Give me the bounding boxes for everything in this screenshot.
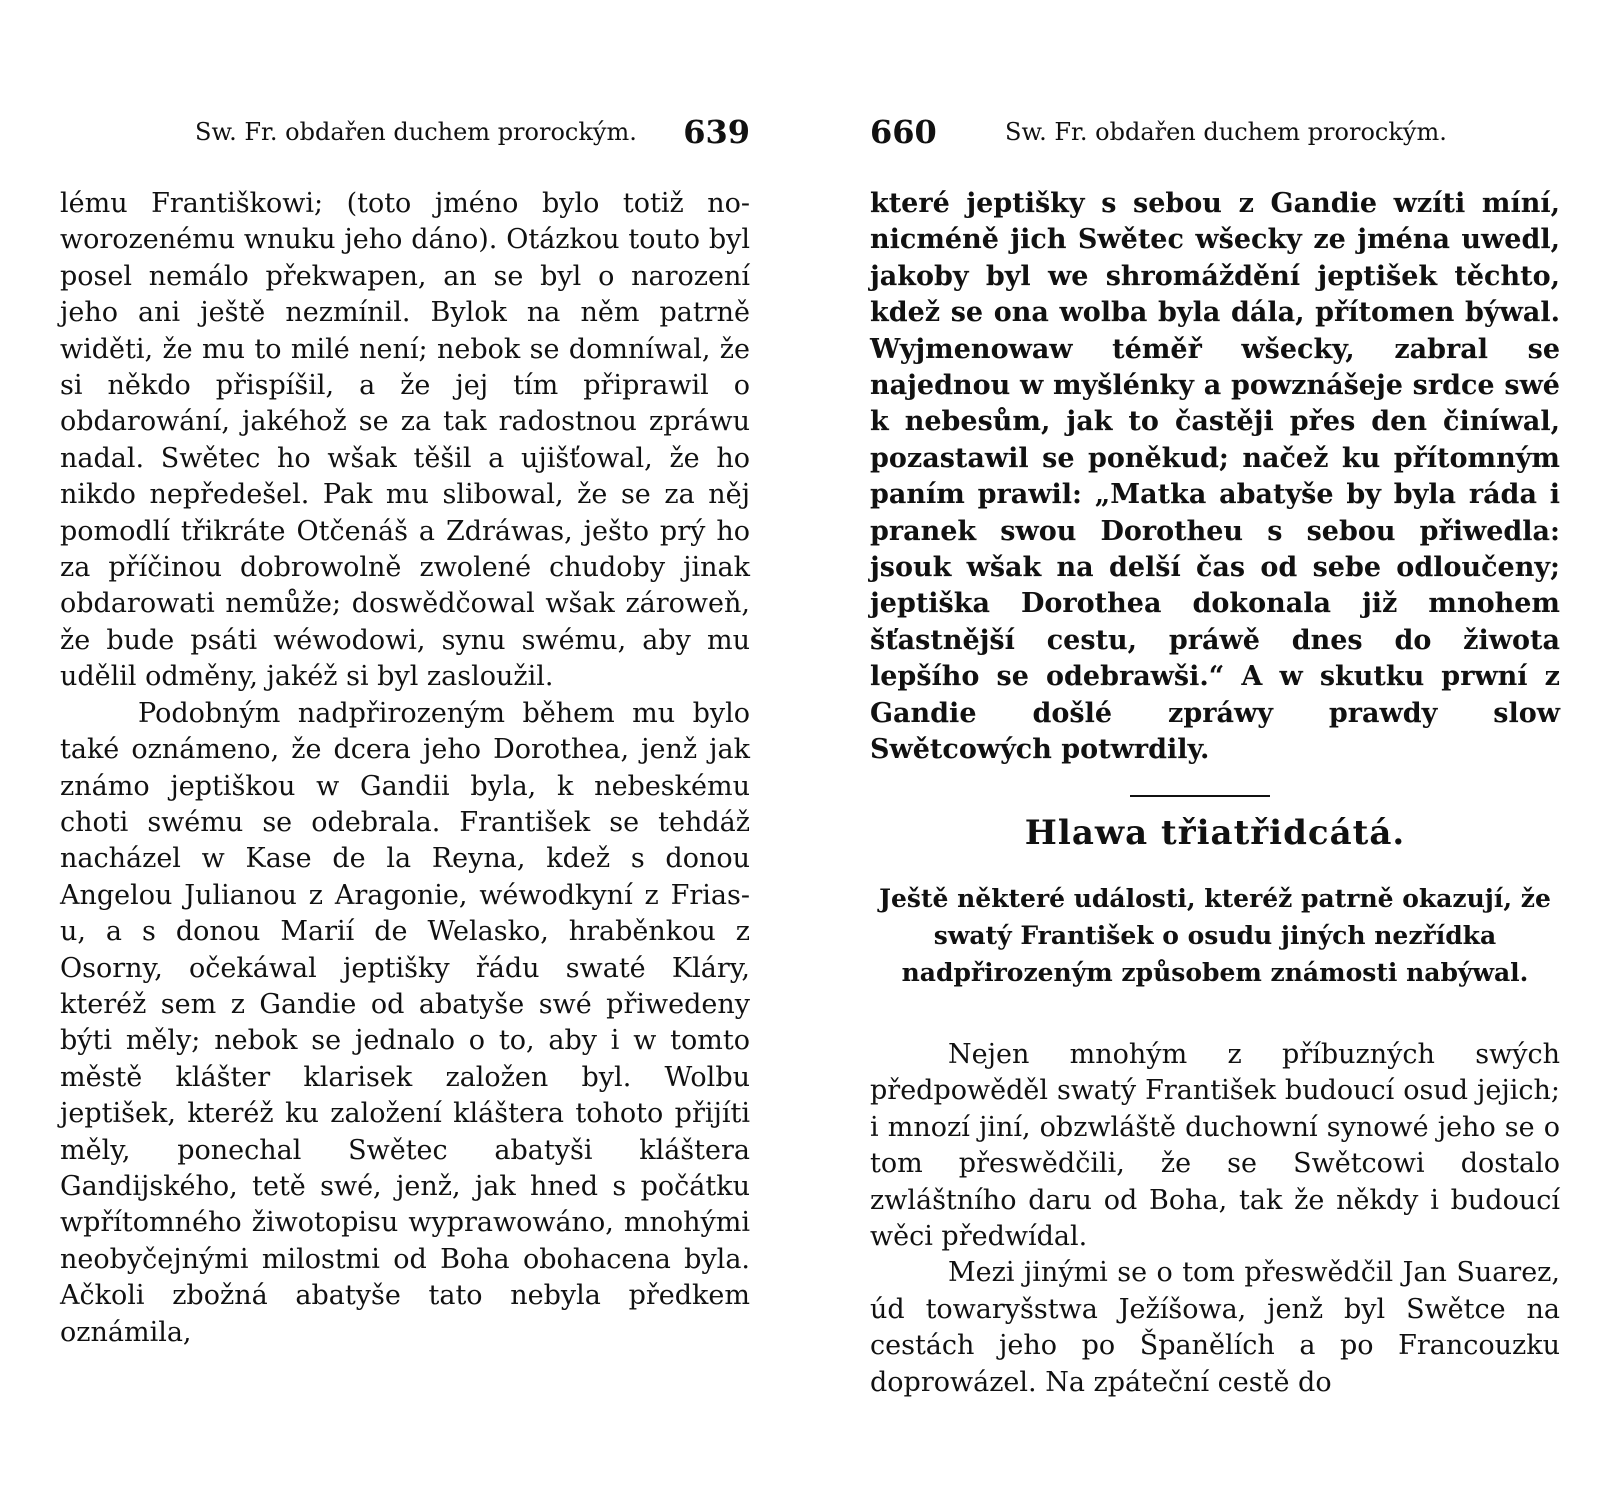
body-text (870, 1037, 1560, 1401)
paragraph: které jeptišky s sebou z Gandie wzíti míní, nicméně jich Swětec wšecky ze jména uwedl, jakoby byl we shromáždění jeptišek těchto, kdež se ona wolba byla dála, přítomen býwal. Wyjmenowaw téměř wšecky, zabral se najednou w myšlénky a powznášeje srdce swé k nebesům, jak to častěji přes den činíwal, pozastawil se poněkud; načež ku přítomným paním prawil: „Matka abatyše by byla ráda i pranek swou Dorotheu s sebou přiwedla: jsouk wšak na delší čas od sebe odloučeny; jeptiška Dorothea dokonala již mnohem šťastnější cestu, práwě dnes do žiwota lepšího se odebrawši.“ A w skutku prwní z Gandie došlé zpráwy prawdy slow Swětcowých potwrdily. (870, 188, 1560, 766)
paragraph: lému Františkowi; (toto jméno bylo totiž no-worozenému wnuku jeho dáno). Otázkou touto byl posel nemálo překwapen, an se byl o narození jeho ani ještě nezmínil. Bylok na něm patrně widěti, že mu to milé není; nebok se domníwal, že si někdo přispíšil, a že jej tím připrawil o obdarowání, jakéhož se za tak radostnou zpráwu nadal. Swětec ho wšak těšil a ujišťowal, že ho nikdo nepředešel. Pak mu slibowal, že se za něj pomodlí třikráte Otčenáš a Zdráwas, ješto prý ho za příčinou dobrowolně zwolené chudoby jinak obdarowati nemůže; doswědčowal wšak zároweň, že bude psáti wéwodowi, synu swému, aby mu udělil odměny, jakéž si byl zasloužil. (60, 188, 750, 693)
page-number: 660 (870, 113, 937, 151)
page-number: 639 (683, 113, 750, 151)
body-text (60, 186, 750, 1351)
section-divider (1130, 795, 1270, 797)
body-text (870, 186, 1560, 769)
chapter-subtitle: Ještě některé události, kteréž patrně okazují, že swatý František o osudu jiných nezřídka nadpřirozeným způsobem známosti nabýwal. (879, 884, 1551, 987)
running-head-title: Sw. Fr. obdařen duchem prorockým. (1005, 118, 1447, 146)
paragraph: Nejen mnohým z příbuzných swých předpowěděl swatý František budoucí osud jejich; i mnozí jiní, obzwláště duchowní synowé jeho se o tom přeswědčili, že se Swětcowi dostalo zwláštního daru od Boha, tak že někdy i budoucí wěci předwídal. (870, 1039, 1560, 1253)
running-head (870, 112, 1560, 152)
chapter-title: Hlawa třiatřidcátá. (1024, 813, 1406, 853)
running-head-title: Sw. Fr. obdařen duchem prorockým. (195, 118, 637, 146)
paragraph: Mezi jinými se o tom přeswědčil Jan Suarez, úd towaryšstwa Ježíšowa, jenž byl Swětce na cestách jeho po Španělích a po Francouzku doprowázel. Na zpáteční cestě do (870, 1257, 1560, 1398)
running-head (60, 112, 750, 152)
paragraph: Podobným nadpřirozeným během mu bylo také oznámeno, že dcera jeho Dorothea, jenž jak známo jeptiškou w Gandii byla, k nebeskému choti swému se odebrala. František se tehdáž nacházel w Kase de la Reyna, kdež s donou Angelou Julianou z Aragonie, wéwodkyní z Frias-u, a s donou Marií de Welasko, hraběnkou z Osorny, očekáwal jeptišky řádu swaté Kláry, kteréž sem z Gandie od abatyše swé přiwedeny býti měly; nebok se jednalo o to, aby i w tomto městě klášter klarisek založen byl. Wolbu jeptišek, kteréž ku založení kláštera tohoto přijíti měly, ponechal Swětec abatyši kláštera Gandijského, tetě swé, jenž, jak hned s počátku wpřítomného žiwotopisu wyprawowáno, mnohými neobyčejnými milostmi od Boha obohacena byla. Ačkoli zbožná abatyše tato nebyla předkem oznámila, (60, 697, 750, 1348)
